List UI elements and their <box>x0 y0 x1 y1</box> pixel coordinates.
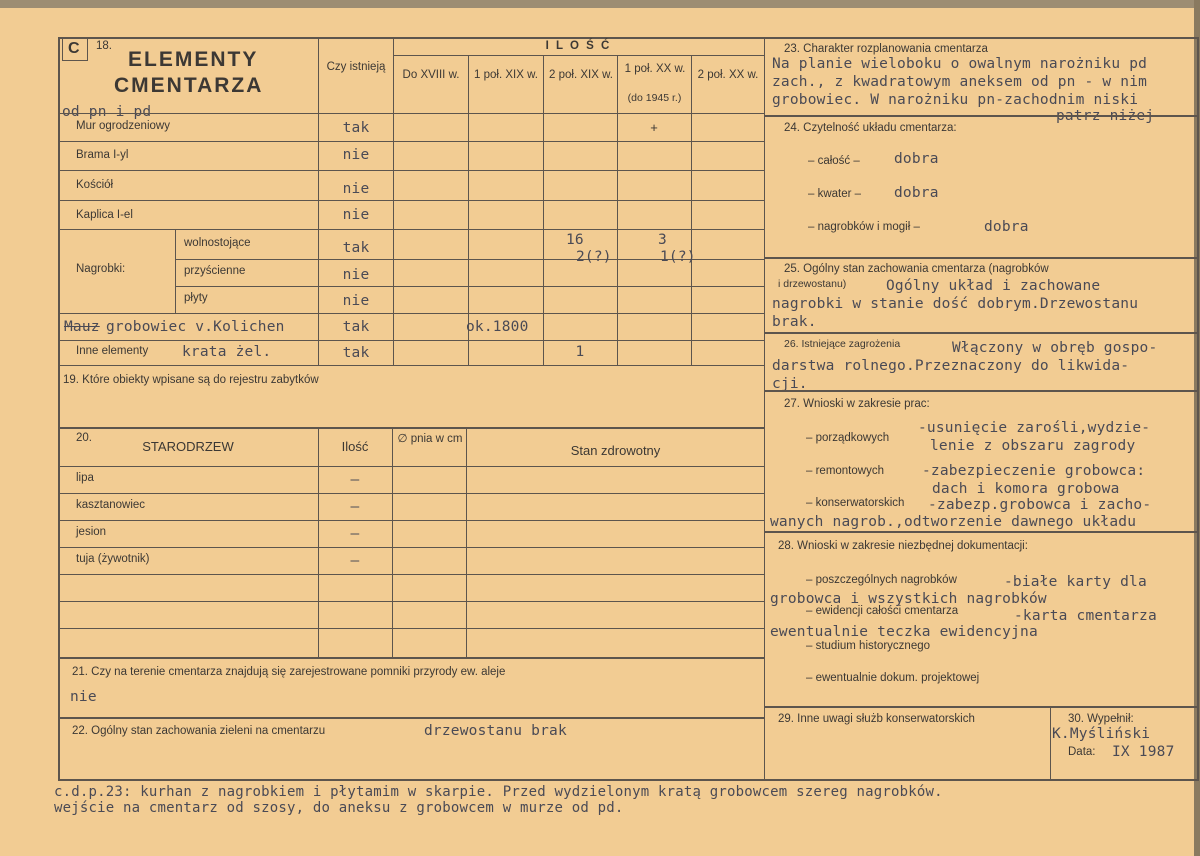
s28-row-value: -białe karty dla <box>1004 574 1147 590</box>
section-18-number: 18. <box>96 40 112 52</box>
s27-row-value: lenie z obszaru zagrody <box>930 438 1136 454</box>
section-23-line: grobowiec. W narożniku pn-zachodnim niski <box>772 92 1139 108</box>
row-label: Inne elementy <box>76 345 149 357</box>
s20-row-line <box>58 466 764 467</box>
section-26-question: 26. Istniejące zagrożenia <box>784 338 901 350</box>
s28-row-value: ewentualnie teczka ewidencyjna <box>770 624 1038 640</box>
row-label: przyścienne <box>184 265 246 277</box>
s20-row-line <box>58 547 764 548</box>
row-label-typed: grobowiec v.Kolichen <box>106 319 285 335</box>
nagrobki-subdivider <box>175 229 176 313</box>
scan-edge-top <box>0 0 1200 8</box>
col-header-period: Do XVIII w. <box>402 69 460 81</box>
col-header-ilosc: I L O Ś Ć <box>545 40 612 52</box>
column-divider <box>764 37 765 781</box>
col-header-diam: ∅ pnia w cm <box>397 433 463 445</box>
section-23-line: zach., z kwadratowym aneksem od pn - w nim <box>772 74 1148 90</box>
s28-row-label: – studium historycznego <box>806 640 931 652</box>
col-header-period: 1 poł. XX w. <box>624 63 686 75</box>
tree-name: lipa <box>76 472 94 484</box>
exists-value: nie <box>342 147 370 163</box>
s27-row-label: – porządkowych <box>806 432 890 444</box>
s21-bottom <box>58 717 764 719</box>
filled-by-name: K.Myśliński <box>1052 726 1151 742</box>
s18-col-line <box>393 37 394 365</box>
exists-value: tak <box>342 120 370 136</box>
date-value: IX 1987 <box>1112 744 1175 760</box>
col-header-exists: Czy istnieją <box>326 61 386 73</box>
exists-value: nie <box>342 267 370 283</box>
s27-row-label: – konserwatorskich <box>806 497 905 509</box>
s20-row-line <box>58 493 764 494</box>
s28-row-value: grobowca i wszystkich nagrobków <box>770 591 1047 607</box>
s28-bottom <box>764 706 1199 708</box>
section-21-question: 21. Czy na terenie cmentarza znajdują się zarejestrowane pomniki przyrody ew. aleje <box>72 666 506 678</box>
s18-row-line <box>58 141 764 142</box>
section-30-label: 30. Wypełnił: <box>1068 713 1134 725</box>
section-26-line: cji. <box>772 376 808 392</box>
s27-row-value: dach i komora grobowa <box>932 481 1120 497</box>
section-25-question: 25. Ogólny stan zachowania cmentarza (nagrobków <box>784 263 1049 275</box>
s18-row-line <box>58 113 764 114</box>
section-21-answer: nie <box>70 689 97 705</box>
s27-bottom <box>764 531 1199 533</box>
count-value: 3 <box>658 232 667 248</box>
exists-value: nie <box>342 207 370 223</box>
tree-qty: – <box>350 526 360 542</box>
s19-bottom <box>58 427 764 429</box>
section-24-question: 24. Czytelność układu cmentarza: <box>784 122 957 134</box>
col-header-period: 1 poł. XIX w. <box>474 69 538 81</box>
exists-value: tak <box>342 345 370 361</box>
section-18-title-line1: ELEMENTY <box>128 48 259 71</box>
s18-row-line <box>58 340 764 341</box>
s29-s30-divider <box>1050 706 1051 781</box>
count-value: 1 <box>575 344 585 360</box>
section-22-answer: drzewostanu brak <box>424 723 567 739</box>
typed-overlay: od pn i pd <box>62 104 152 120</box>
tree-qty: – <box>350 553 360 569</box>
period-value: ok.1800 <box>466 319 529 335</box>
s18-row-line <box>58 170 764 171</box>
section-25-line: nagrobki w stanie dość dobrym.Drzewostanu <box>772 296 1139 312</box>
row-label: Kościół <box>76 179 114 191</box>
tree-qty: – <box>350 499 360 515</box>
s28-row-value: -karta cmentarza <box>1014 608 1157 624</box>
section-20-number: 20. <box>76 432 92 444</box>
s23-bottom <box>764 115 1199 117</box>
section-29-label: 29. Inne uwagi służb konserwatorskich <box>778 713 975 725</box>
section-18-title-line2: CMENTARZA <box>114 74 264 97</box>
s27-row-value: -usunięcie zarośli,wydzie- <box>918 420 1151 436</box>
s24-row-value: dobra <box>894 151 939 167</box>
s25-bottom <box>764 332 1199 334</box>
s18-row-line <box>58 200 764 201</box>
section-27-question: 27. Wnioski w zakresie prac: <box>784 398 930 410</box>
tree-name: tuja (żywotnik) <box>76 553 150 565</box>
row-label: Brama I-yl <box>76 149 129 161</box>
count-value: 1(?) <box>660 249 696 265</box>
s28-row-label: – poszczególnych nagrobków <box>806 574 957 586</box>
col-header-health: Stan zdrowotny <box>570 443 661 458</box>
section-letter: C <box>68 40 80 57</box>
s18-row-line <box>58 229 764 230</box>
row-label: Mur ogrodzeniowy <box>76 120 170 132</box>
row-label-struck: Mauz <box>64 319 100 335</box>
tree-name: jesion <box>76 526 107 538</box>
s20-col-line <box>318 427 319 657</box>
section-20-title: STARODRZEW <box>142 439 234 454</box>
exists-value: nie <box>342 181 370 197</box>
date-label: Data: <box>1068 746 1096 758</box>
row-label-typed: krata żel. <box>182 344 272 360</box>
s27-row-label: – remontowych <box>806 465 884 477</box>
s18-ilosc-underline <box>393 55 764 56</box>
footer-note-line1: c.d.p.23: kurhan z nagrobkiem i płytamim w skarpie. Przed wydzielonym kratą grobowcem szereg nagrobków. <box>54 784 943 800</box>
row-label: wolnostojące <box>184 237 251 249</box>
tree-qty: – <box>350 472 360 488</box>
s27-row-value: -zabezpieczenie grobowca: <box>922 463 1146 479</box>
s18-row-line <box>175 286 764 287</box>
s18-row-line <box>58 365 764 366</box>
section-19-label: 19. Które obiekty wpisane są do rejestru zabytków <box>63 374 319 386</box>
section-23-line: Na planie wieloboku o owalnym narożniku pd <box>772 56 1148 72</box>
s20-row-line <box>58 601 764 602</box>
col-header-period: 2 poł. XX w. <box>697 69 759 81</box>
s18-col-line <box>318 37 319 365</box>
s20-row-line <box>58 520 764 521</box>
section-25-line: Ogólny układ i zachowane <box>886 278 1101 294</box>
section-28-question: 28. Wnioski w zakresie niezbędnej dokumentacji: <box>778 540 1028 552</box>
s28-row-label: – ewentualnie dokum. projektowej <box>806 672 980 684</box>
section-25-line: brak. <box>772 314 817 330</box>
section-26-line: Włączony w obręb gospo- <box>952 340 1158 356</box>
s24-row-value: dobra <box>984 219 1029 235</box>
col-header-period-note: (do 1945 r.) <box>627 92 682 104</box>
s24-row-label: – nagrobków i mogił – <box>808 221 920 233</box>
nagrobki-label: Nagrobki: <box>76 263 126 275</box>
s28-row-label: – ewidencji całości cmentarza <box>806 605 959 617</box>
s24-bottom <box>764 257 1199 259</box>
tree-name: kasztanowiec <box>76 499 146 511</box>
s20-row-line <box>58 628 764 629</box>
s18-row-line <box>58 313 764 314</box>
s24-row-label: – całość – <box>808 155 860 167</box>
s20-col-line <box>466 427 467 657</box>
exists-value: tak <box>342 240 370 256</box>
s20-row-line <box>58 574 764 575</box>
s20-bottom <box>58 657 764 659</box>
count-value: 2(?) <box>576 249 612 265</box>
s24-row-value: dobra <box>894 185 939 201</box>
s20-col-line <box>392 427 393 657</box>
s27-row-value: wanych nagrob.,odtworzenie dawnego układu <box>770 514 1137 530</box>
s26-bottom <box>764 390 1199 392</box>
mark-plus: + <box>650 120 658 135</box>
section-23-question: 23. Charakter rozplanowania cmentarza <box>784 43 988 55</box>
col-header-period: 2 poł. XIX w. <box>549 69 613 81</box>
s18-col-line <box>543 55 544 365</box>
row-label: Kaplica I-el <box>76 209 133 221</box>
col-header-qty: Ilość <box>341 439 369 454</box>
section-22-question: 22. Ogólny stan zachowania zieleni na cmentarzu <box>72 725 326 737</box>
count-value: 16 <box>566 232 584 248</box>
section-23-see-below: patrz niżej <box>1056 108 1155 124</box>
section-25-question-cont: i drzewostanu) <box>778 278 847 290</box>
section-26-line: darstwa rolnego.Przeznaczony do likwida- <box>772 358 1130 374</box>
row-label: płyty <box>184 292 208 304</box>
exists-value: tak <box>342 319 370 335</box>
exists-value: nie <box>342 293 370 309</box>
s27-row-value: -zabezp.grobowca i zacho- <box>928 497 1152 513</box>
footer-note-line2: wejście na cmentarz od szosy, do aneksu z grobowcem w murze od pd. <box>54 800 624 816</box>
s24-row-label: – kwater – <box>808 188 862 200</box>
